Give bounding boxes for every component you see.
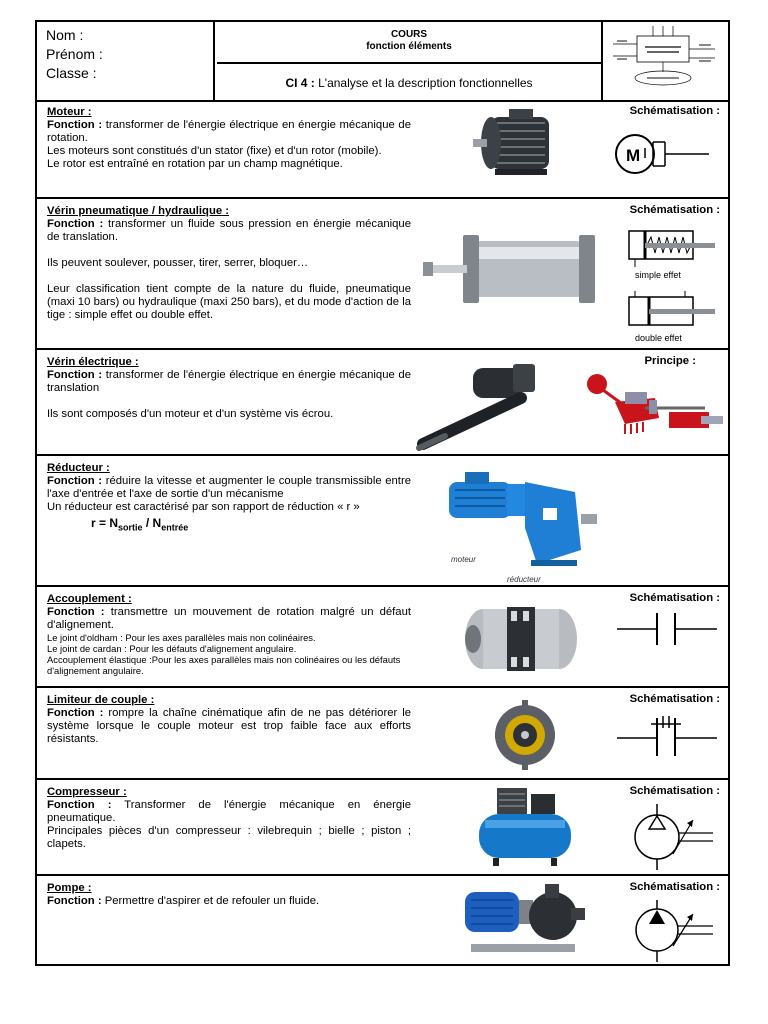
ci-text: L'analyse et la description fonctionnelles <box>314 76 533 90</box>
schematisation-label: Schématisation : <box>629 592 720 604</box>
section-compresseur <box>37 780 728 876</box>
reducer-image-label: réducteur <box>507 575 541 584</box>
section-verin-pneumatique <box>37 199 728 350</box>
principe-label: Principe : <box>644 355 696 367</box>
section-title: Réducteur : <box>47 462 110 474</box>
nom-label: Nom : <box>46 27 84 43</box>
text-line: Ils sont composés d'un moteur et d'un système vis écrou. <box>47 408 334 420</box>
fonction-text: transformer un fluide sous pression en énergie mécanique de translation. <box>47 218 411 243</box>
function-block-diagram-icon <box>603 22 728 100</box>
functional-diagram-logo <box>603 22 728 100</box>
section-title: Vérin électrique : <box>47 356 139 368</box>
pump-icon <box>457 880 587 960</box>
fonction-text: réduire la vitesse et augmenter le couple transmissible entre l'axe d'entrée et l'axe de sortie d'un mécanisme <box>47 475 411 500</box>
ci-label: CI 4 : <box>285 76 315 90</box>
schematisation-label: Schématisation : <box>629 785 720 797</box>
text-line: Principales pièces d'un compresseur : vilebrequin ; bielle ; piston ; clapets. <box>47 825 411 850</box>
fonction-text: transformer de l'énergie électrique en énergie mécanique de rotation. <box>47 119 411 144</box>
fonction-label: Fonction : <box>47 707 104 719</box>
section-reducteur <box>37 456 728 587</box>
torque-limiter-icon <box>493 696 557 774</box>
motor-symbol-letter: M <box>626 146 641 165</box>
section-title: Moteur : <box>47 106 92 118</box>
elastic-coupling-icon <box>461 599 581 679</box>
simple-effet-caption: simple effet <box>635 270 681 280</box>
classe-label: Classe : <box>46 65 97 81</box>
text-line-small: Le joint de cardan : Pour les défauts d'alignement angulaire. <box>47 643 297 654</box>
fonction-label: Fonction : <box>47 606 105 618</box>
compressor-symbol-icon <box>629 804 719 870</box>
prenom-label: Prénom : <box>46 46 103 62</box>
section-title: Pompe : <box>47 882 92 894</box>
course-title-box <box>217 22 603 100</box>
section-pompe <box>37 876 728 964</box>
fonction-label: Fonction : <box>47 799 112 811</box>
header <box>37 22 728 102</box>
screw-nut-principle-icon <box>585 368 725 452</box>
section-verin-electrique <box>37 350 728 456</box>
fonction-text: transformer de l'énergie électrique en énergie mécanique de translation <box>47 369 411 394</box>
cylinder-symbols-icon <box>623 227 723 345</box>
pneumatic-cylinder-icon <box>423 223 609 315</box>
text-line: Leur classification tient compte de la nature du fluide, pneumatique (maxi 10 bars) ou hydraulique (maxi 250 bars), et du mode d'action de la tige : simple effet ou double effet. <box>47 283 411 321</box>
text-line: Le rotor est entraîné en rotation par un champ magnétique. <box>47 158 343 170</box>
motor-image-label: moteur <box>451 555 476 564</box>
text-line-small: Accouplement élastique :Pour les axes parallèles mais non colinéaires ou les défauts d'alignement angulaire. <box>47 654 401 676</box>
fonction-text: rompre la chaîne cinématique afin de ne pas détériorer le système lorsque le couple moteur est trop faible face aux efforts résistants. <box>47 707 411 745</box>
schematisation-label: Schématisation : <box>629 693 720 705</box>
double-effet-caption: double effet <box>635 333 682 343</box>
schematisation-label: Schématisation : <box>629 105 720 117</box>
section-accouplement <box>37 587 728 688</box>
section-limiteur-couple <box>37 688 728 780</box>
text-line: Un réducteur est caractérisé par son rapport de réduction « r » <box>47 501 360 513</box>
pump-symbol-icon <box>629 900 719 962</box>
student-info <box>37 22 215 100</box>
reduction-formula: $r = N_{sortie} / N_{entrée}$ <box>91 516 189 533</box>
fonction-label: Fonction : <box>47 475 103 487</box>
course-sheet <box>35 20 730 966</box>
torque-limiter-symbol-icon <box>615 710 719 758</box>
fonction-label: Fonction : <box>47 895 102 907</box>
section-title: Vérin pneumatique / hydraulique : <box>47 205 230 217</box>
text-line: Les moteurs sont constitués d'un stator (fixe) et d'un rotor (mobile). <box>47 145 382 157</box>
fonction-text: transmettre un mouvement de rotation malgré un défaut d'alignement. <box>47 606 412 631</box>
fonction-label: Fonction : <box>47 119 103 131</box>
motor-symbol-icon <box>613 132 713 176</box>
cours-subtitle: fonction éléments <box>366 41 452 52</box>
section-moteur <box>37 100 728 199</box>
section-title: Limiteur de couple : <box>47 694 155 706</box>
electric-actuator-icon <box>415 360 565 452</box>
schematisation-label: Schématisation : <box>629 881 720 893</box>
section-title: Compresseur : <box>47 786 127 798</box>
electric-motor-icon <box>469 105 569 183</box>
fonction-text: Permettre d'aspirer et de refouler un fluide. <box>101 895 320 907</box>
fonction-text: Transformer de l'énergie mécanique en énergie pneumatique. <box>47 799 411 824</box>
section-title: Accouplement : <box>47 593 132 605</box>
air-compressor-icon <box>469 784 581 870</box>
cours-title: COURS <box>390 29 428 40</box>
fonction-label: Fonction : <box>47 218 104 230</box>
ci-line <box>217 66 601 100</box>
coupling-symbol-icon <box>615 609 719 649</box>
text-line-small: Le joint d'oldham : Pour les axes parallèles mais non colinéaires. <box>47 632 316 643</box>
schematisation-label: Schématisation : <box>629 204 720 216</box>
fonction-label: Fonction : <box>47 369 103 381</box>
text-line: Ils peuvent soulever, pousser, tirer, serrer, bloquer… <box>47 257 309 269</box>
